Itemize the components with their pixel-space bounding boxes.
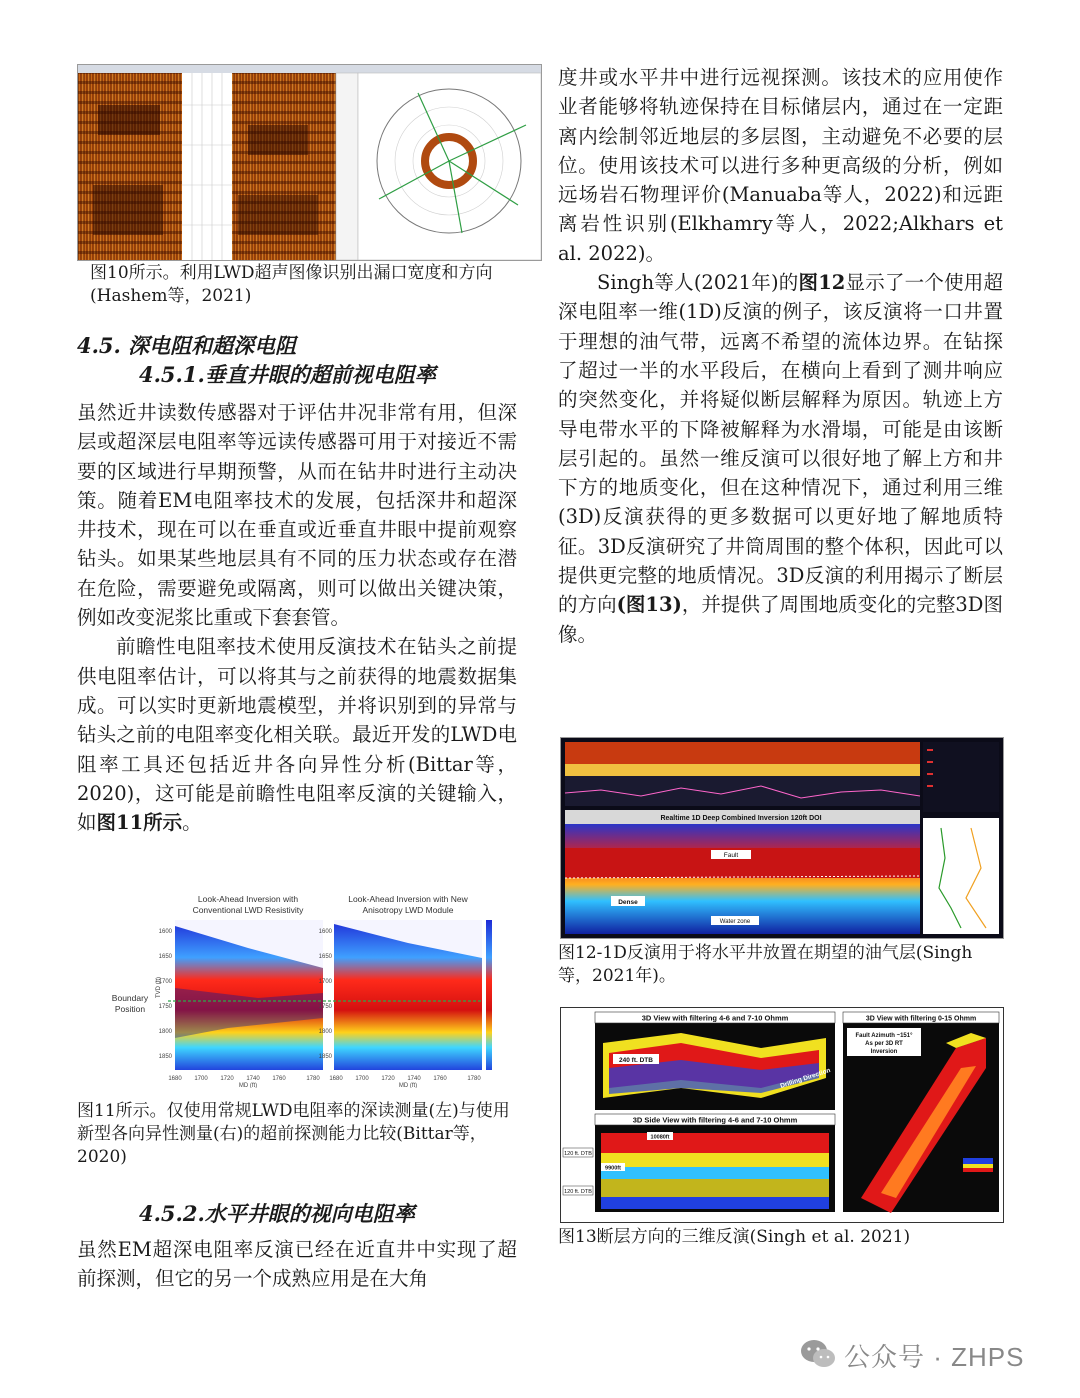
fig11-left-x-tick: 1720 xyxy=(220,1076,234,1082)
figure-12-caption: 图12-1D反演用于将水平井放置在期望的油气层(Singh等，2021年)。 xyxy=(558,943,973,986)
fig13-title-1: 3D View with filtering 4-6 and 7-10 Ohmm xyxy=(641,1013,789,1023)
fig11-left-x-ticks xyxy=(168,1076,320,1082)
fig11-left-title: Look-Ahead Inversion with xyxy=(197,894,299,904)
figure-11-reference: 图11所示 xyxy=(96,811,183,835)
figure-12-reference: 图12 xyxy=(798,271,846,295)
fig11-right-y-tick: 1600 xyxy=(318,929,332,935)
figure-12-image xyxy=(561,738,1003,938)
fig13-dtb-120-a: 120 ft. DTB xyxy=(564,1151,592,1157)
right-paragraph-2 xyxy=(558,268,1003,649)
fig13-drilling-direction: Drilling Direction xyxy=(779,1067,832,1090)
fig11-right-y-tick: 1800 xyxy=(318,1029,332,1035)
fig11-left-x-tick: 1780 xyxy=(306,1076,320,1082)
right-paragraph-2-text-b: 显示了一个使用超深电阻率一维(1D)反演的例子，该反演将一口井置于理想的油气带，远离不希望的流体边界。在钻探了超过一半的水平段后，在横向上看到了测井响应的突然变化，并将疑似断层解释为原因。轨迹上方导电带水平的下降被解释为水滑塌，可能是由该断层引起的。虽然一维反演可以很好地了解上方和井下方的地质变化，但在这种情况下，通过利用三维(3D)反演获得的更多数据可以更好地了解地质特征。3D反演研究了井筒周围的整个体积，因此可以提供更完整的地质情况。3D反演的利用揭示了断层的方向 xyxy=(558,271,1003,617)
section-4-5-heading: 4.5. 深电阻和超深电阻 xyxy=(77,333,297,358)
figure-10 xyxy=(77,64,542,261)
left-paragraph-2-end: 。 xyxy=(182,811,202,835)
fig11-boundary-label: Boundary xyxy=(111,993,149,1003)
figure-13-reference: (图13) xyxy=(616,593,682,617)
fig11-right-x-tick: 1700 xyxy=(355,1076,369,1082)
figure-13-caption: 图13断层方向的三维反演(Singh et al. 2021) xyxy=(558,1227,911,1247)
fig12-fault-label: Fault xyxy=(723,852,739,859)
fig11-right-x-tick: 1680 xyxy=(329,1076,343,1082)
fig13-value-10080: 10080ft xyxy=(650,1134,670,1141)
fig11-right-x-tick: 1780 xyxy=(467,1076,481,1082)
right-paragraph-2-text-c: ，并提供了周围地质变化的完整3D图像。 xyxy=(558,593,1003,646)
left-paragraph-1: 虽然近井读数传感器对于评估井况非常有用，但深层或超深层电阻率等远读传感器可用于对接近不需要的区域进行早期预警，从而在钻井时进行主动决策。随着EM电阻率技术的发展，包括深井和超深井技术，现在可以在垂直或近垂直井眼中提前观察钻头。如果某些地层具有不同的压力状态或存在潜在危险，需要避免或隔离，则可以做出关键决策，例如改变泥浆比重或下套套管。 xyxy=(77,401,517,630)
fig11-position-label: Position xyxy=(114,1004,146,1014)
watermark xyxy=(800,1337,1024,1374)
fig11-left-x-tick: 1740 xyxy=(246,1076,260,1082)
fig13-title-3: 3D View with filtering 0-15 Ohmm xyxy=(865,1015,977,1023)
wechat-icon xyxy=(800,1338,836,1374)
fig11-right-x-tick: 1740 xyxy=(407,1076,421,1082)
figure-13 xyxy=(560,1007,1004,1223)
fig11-left-x-label: MD (ft) xyxy=(238,1083,258,1088)
figure-11-caption: 图11所示。仅使用常规LWD电阻率的深读测量(左)与使用新型各向异性测量(右)的超前探测能力比较(Bittar等，2020) xyxy=(77,1101,510,1167)
figure-13-image xyxy=(561,1008,1003,1222)
fig11-left-y-tick: 1600 xyxy=(158,929,172,935)
fig12-water-label: Water zone xyxy=(719,919,751,925)
fig11-right-x-tick: 1720 xyxy=(381,1076,395,1082)
fig11-left-y-tick: 1700 xyxy=(158,979,172,985)
figure-11 xyxy=(108,888,498,1088)
fig11-right-y-tick: 1700 xyxy=(318,979,332,985)
fig13-dtb-240: 240 ft. DTB xyxy=(619,1057,653,1064)
fig11-right-title-2: Anisotropy LWD Module xyxy=(362,905,454,915)
fig11-left-title-2: Conventional LWD Resistivity xyxy=(192,905,304,915)
left-paragraph-2-text: 前瞻性电阻率技术使用反演技术在钻头之前提供电阻率估计，可以将其与之前获得的地震数据集成。可以实时更新地震模型，并将识别到的异常与钻头之前的电阻率变化相关联。最近开发的LWD电阻率工具还包括近井各向异性分析(Bittar等，2020)，这可能是前瞻性电阻率反演的关键输入，如 xyxy=(77,635,517,835)
fig11-left-x-tick: 1700 xyxy=(194,1076,208,1082)
fig12-dense-label: Dense xyxy=(618,899,638,906)
fig11-right-x-ticks xyxy=(329,1076,481,1082)
fig11-right-y-tick: 1650 xyxy=(318,954,332,960)
fig11-right-x-label: MD (ft) xyxy=(398,1083,418,1088)
fig11-left-y-tick: 1750 xyxy=(158,1004,172,1010)
left-paragraph-3: 虽然EM超深电阻率反演已经在近直井中实现了超前探测，但它的另一个成熟应用是在大角 xyxy=(77,1238,517,1291)
fig13-fault-azimuth-2: As per 3D RT xyxy=(865,1041,903,1047)
left-paragraph-2 xyxy=(77,632,517,837)
fig11-left-y-tick: 1800 xyxy=(158,1029,172,1035)
fig13-title-2: 3D Side View with filtering 4-6 and 7-10 Ohmm xyxy=(632,1115,798,1125)
fig13-value-9900: 9900ft xyxy=(605,1165,621,1172)
watermark-text: 公众号 · ZHPS xyxy=(844,1342,1025,1372)
figure-10-caption: 图10所示。利用LWD超声图像识别出漏口宽度和方向(Hashem等，2021) xyxy=(90,263,493,306)
fig13-fault-azimuth-3: Inversion xyxy=(870,1049,898,1055)
fig11-right-y-tick: 1850 xyxy=(318,1054,332,1060)
fig11-left-x-tick: 1760 xyxy=(272,1076,286,1082)
section-4-5-2-heading: 4.5.2.水平井眼的视向电阻率 xyxy=(139,1201,415,1226)
fig11-left-x-tick: 1680 xyxy=(168,1076,182,1082)
figure-10-image xyxy=(78,65,541,260)
fig11-left-y-tick: 1850 xyxy=(158,1054,172,1060)
fig13-dtb-120-b: 120 ft. DTB xyxy=(564,1189,592,1195)
right-paragraph-1: 度井或水平井中进行远视探测。该技术的应用使作业者能够将轨迹保持在目标储层内，通过在一定距离内绘制邻近地层的多层图，主动避免不必要的层位。使用该技术可以进行多种更高级的分析，例如远场岩石物理评价(Manuaba等人，2022)和远距离岩性识别(Elkhamry等人，2022;Alkhars et al. 2022)。 xyxy=(558,66,1003,265)
fig12-title: Realtime 1D Deep Combined Inversion 120ft DOI xyxy=(660,815,822,822)
fig11-right-title: Look-Ahead Inversion with New xyxy=(348,894,468,904)
fig11-right-y-tick: 1750 xyxy=(318,1004,332,1010)
section-4-5-1-heading: 4.5.1.垂直井眼的超前视电阻率 xyxy=(139,362,436,387)
figure-12 xyxy=(560,737,1004,939)
fig11-right-x-tick: 1760 xyxy=(433,1076,447,1082)
figure-11-image xyxy=(108,888,498,1088)
fig11-y-label: TVD (ft) xyxy=(156,977,162,998)
right-paragraph-2-text-a: Singh等人(2021年)的 xyxy=(597,271,799,295)
fig13-fault-azimuth-1: Fault Azimuth ~151° xyxy=(855,1033,913,1039)
fig11-left-y-tick: 1650 xyxy=(158,954,172,960)
